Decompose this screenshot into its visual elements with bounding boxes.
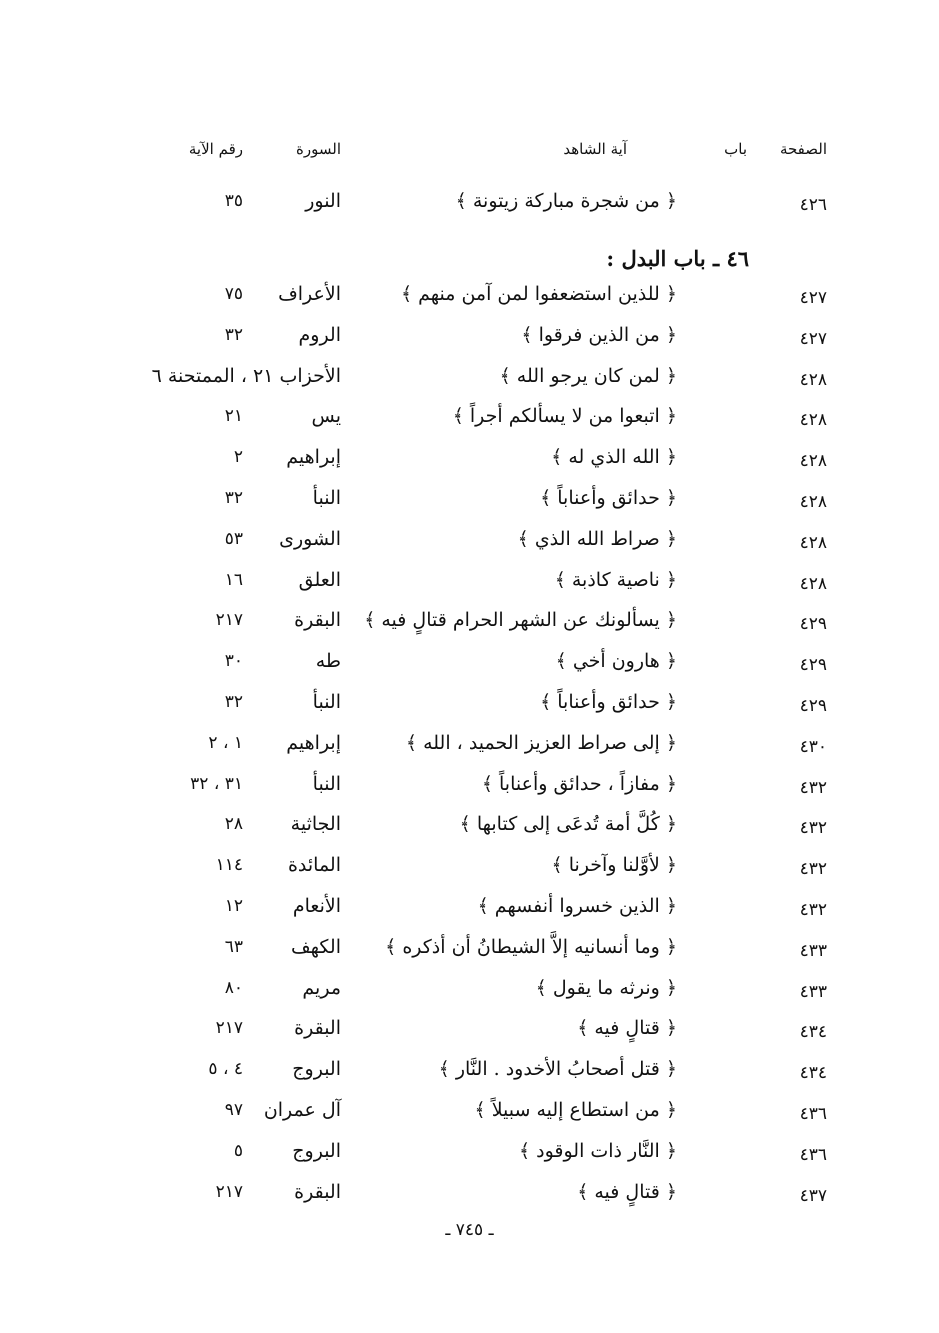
table-row: [0, 728, 939, 762]
row-sura: الأحزاب ٢١ ، الممتحنة ٦: [151, 364, 341, 387]
row-verse: ﴿ قتالٍ فيه ﴾: [577, 1180, 677, 1203]
table-row: [0, 1136, 939, 1170]
row-sura: البروج: [292, 1139, 341, 1162]
row-sura: الكهف: [291, 935, 341, 958]
section-title: ٤٦ ـ باب البدل :: [606, 246, 749, 271]
table-row: [0, 1095, 939, 1129]
row-page: ٤٣٢: [799, 818, 827, 839]
table-row: [0, 524, 939, 558]
row-ayah: ٣١ ، ٣٢: [190, 773, 243, 794]
row-ayah: ٢: [233, 447, 243, 468]
row-ayah: ١ ، ٢: [208, 732, 243, 753]
row-sura: الروم: [298, 323, 341, 346]
table-row: [0, 1013, 939, 1047]
table-row: [0, 605, 939, 639]
table-row: [0, 932, 939, 966]
row-sura: الشورى: [279, 527, 341, 550]
row-page: ٤٣٦: [799, 1144, 827, 1165]
row-ayah: ٣٠: [224, 651, 243, 672]
row-page: ٤٢٩: [799, 655, 827, 676]
row-sura: البقرة: [294, 609, 341, 632]
row-sura: العلق: [298, 568, 341, 591]
row-ayah: ٦٣: [224, 936, 243, 957]
table-row: [0, 646, 939, 680]
row-sura: النبأ: [312, 772, 341, 795]
row-sura: مريم: [302, 976, 341, 999]
row-page: ٤٢٧: [799, 288, 827, 308]
row-ayah: ٢١: [224, 406, 243, 427]
row-verse: ﴿ اتبعوا من لا يسألكم أجراً ﴾: [452, 405, 677, 428]
row-verse: ﴿ للذين استضعفوا لمن آمن منهم ﴾: [400, 283, 677, 305]
row-verse: ﴿ وما أنسانيه إلاَّ الشيطانُ أن أذكره ﴾: [385, 935, 677, 958]
table-row: [0, 401, 939, 435]
row-verse: ﴿ كُلَّ أمة تُدعَى إلى كتابها ﴾: [459, 813, 677, 836]
table-header: [0, 140, 939, 170]
row-verse: ﴿ من شجرة مباركة زيتونة ﴾: [455, 190, 677, 212]
row-page: ٤٢٦: [799, 195, 827, 215]
row-sura: الجاثية: [290, 813, 341, 836]
header-bab: باب: [724, 140, 747, 158]
table-row: [0, 279, 939, 313]
row-page: ٤٣٤: [799, 1063, 827, 1084]
row-verse: ﴿ من استطاع إليه سبيلاً ﴾: [474, 1099, 677, 1121]
row-ayah: ٣٥: [224, 191, 243, 211]
row-verse: ﴿ مفازاً ، حدائق وأعناباً ﴾: [481, 772, 677, 795]
row-ayah: ٢١٧: [215, 610, 243, 631]
table-row: [0, 891, 939, 925]
row-page: ٤٣٣: [799, 981, 827, 1002]
row-ayah: ٣٢: [224, 324, 243, 345]
row-page: ٤٣٦: [799, 1104, 827, 1124]
row-sura: الأنعام: [292, 895, 341, 917]
row-page: ٤٢٨: [799, 369, 827, 390]
row-sura: المائدة: [287, 854, 341, 877]
row-page: ٤٣٧: [799, 1185, 827, 1206]
row-sura: البروج: [292, 1058, 341, 1081]
row-ayah: ٩٧: [224, 1100, 243, 1120]
table-row: [0, 320, 939, 354]
table-row: [0, 1054, 939, 1088]
row-verse: ﴿ يسألونك عن الشهر الحرام قتالٍ فيه ﴾: [364, 609, 677, 632]
row-page: ٤٢٨: [799, 410, 827, 431]
row-page: ٤٢٨: [799, 573, 827, 594]
row-page: ٤٣٠: [799, 736, 827, 757]
row-sura: البقرة: [294, 1017, 341, 1040]
row-verse: ﴿ هارون أخي ﴾: [555, 650, 677, 673]
row-ayah: ١٦: [224, 569, 243, 590]
table-row: [0, 687, 939, 721]
table-row: [0, 483, 939, 517]
header-ayah: رقم الآية: [188, 140, 243, 158]
row-verse: ﴿ ناصية كاذبة ﴾: [554, 568, 677, 591]
row-page: ٤٢٩: [799, 614, 827, 635]
row-verse: ﴿ الذين خسروا أنفسهم ﴾: [477, 895, 677, 917]
row-page: ٤٣٤: [799, 1022, 827, 1043]
header-sura: السورة: [296, 140, 341, 158]
row-sura: النبأ: [312, 487, 341, 509]
row-page: ٤٣٢: [799, 900, 827, 920]
row-ayah: ٧٥: [224, 284, 243, 304]
row-verse: ﴿ قتل أصحابُ الأخدود . النَّار ﴾: [438, 1058, 677, 1081]
table-row: [0, 850, 939, 884]
row-ayah: ١١٤: [215, 855, 243, 876]
row-sura: الأعراف: [278, 283, 341, 305]
table-row: [0, 565, 939, 599]
table-row: [0, 973, 939, 1007]
row-sura: آل عمران: [263, 1099, 341, 1121]
row-ayah: ٤ ، ٥: [208, 1059, 243, 1080]
row-page: ٤٣٢: [799, 859, 827, 880]
row-page: ٤٣٣: [799, 940, 827, 961]
row-verse: ﴿ حدائق وأعناباً ﴾: [540, 487, 677, 509]
row-ayah: ٢١٧: [215, 1018, 243, 1039]
row-verse: ﴿ الله الذي له ﴾: [551, 446, 677, 469]
row-ayah: ٢٨: [224, 814, 243, 835]
row-verse: ﴿ إلى صراط العزيز الحميد ، الله ﴾: [405, 731, 677, 754]
row-verse: ﴿ ونرثه ما يقول ﴾: [535, 976, 677, 999]
row-verse: ﴿ لمن كان يرجو الله ﴾: [499, 364, 677, 387]
row-sura: النور: [305, 190, 341, 212]
row-verse: ﴿ حدائق وأعناباً ﴾: [540, 691, 677, 713]
row-verse: ﴿ من الذين فرقوا ﴾: [521, 323, 677, 346]
row-sura: البقرة: [294, 1180, 341, 1203]
row-verse: ﴿ قتالٍ فيه ﴾: [577, 1017, 677, 1040]
row-page: ٤٢٩: [799, 696, 827, 716]
table-row: [0, 186, 939, 220]
table-row: [0, 769, 939, 803]
row-ayah: ٥٣: [224, 528, 243, 549]
row-verse: ﴿ لأوَّلنا وآخرنا ﴾: [551, 854, 677, 877]
row-page: ٤٢٨: [799, 492, 827, 512]
row-ayah: ٢١٧: [215, 1181, 243, 1202]
table-row: [0, 809, 939, 843]
page-number: ـ ٧٤٥ ـ: [445, 1220, 494, 1240]
row-page: ٤٢٧: [799, 328, 827, 349]
header-page: الصفحة: [779, 140, 827, 158]
row-sura: طه: [315, 650, 341, 673]
row-ayah: ١٢: [224, 896, 243, 916]
row-ayah: ٨٠: [224, 977, 243, 998]
table-row: [0, 361, 939, 395]
row-page: ٤٣٢: [799, 777, 827, 798]
table-row: [0, 1177, 939, 1211]
row-ayah: ٥: [233, 1140, 243, 1161]
row-page: ٤٢٨: [799, 451, 827, 472]
row-page: ٤٢٨: [799, 532, 827, 553]
row-verse: ﴿ صراط الله الذي ﴾: [517, 527, 677, 550]
header-verse: آية الشاهد: [563, 140, 627, 158]
row-sura: النبأ: [312, 691, 341, 713]
table-row: [0, 442, 939, 476]
row-sura: يس: [311, 405, 341, 428]
row-verse: ﴿ النَّار ذات الوقود ﴾: [518, 1139, 677, 1162]
row-ayah: ٣٢: [224, 692, 243, 712]
row-ayah: ٣٢: [224, 488, 243, 508]
row-sura: إبراهيم: [286, 731, 341, 754]
row-sura: إبراهيم: [286, 446, 341, 469]
